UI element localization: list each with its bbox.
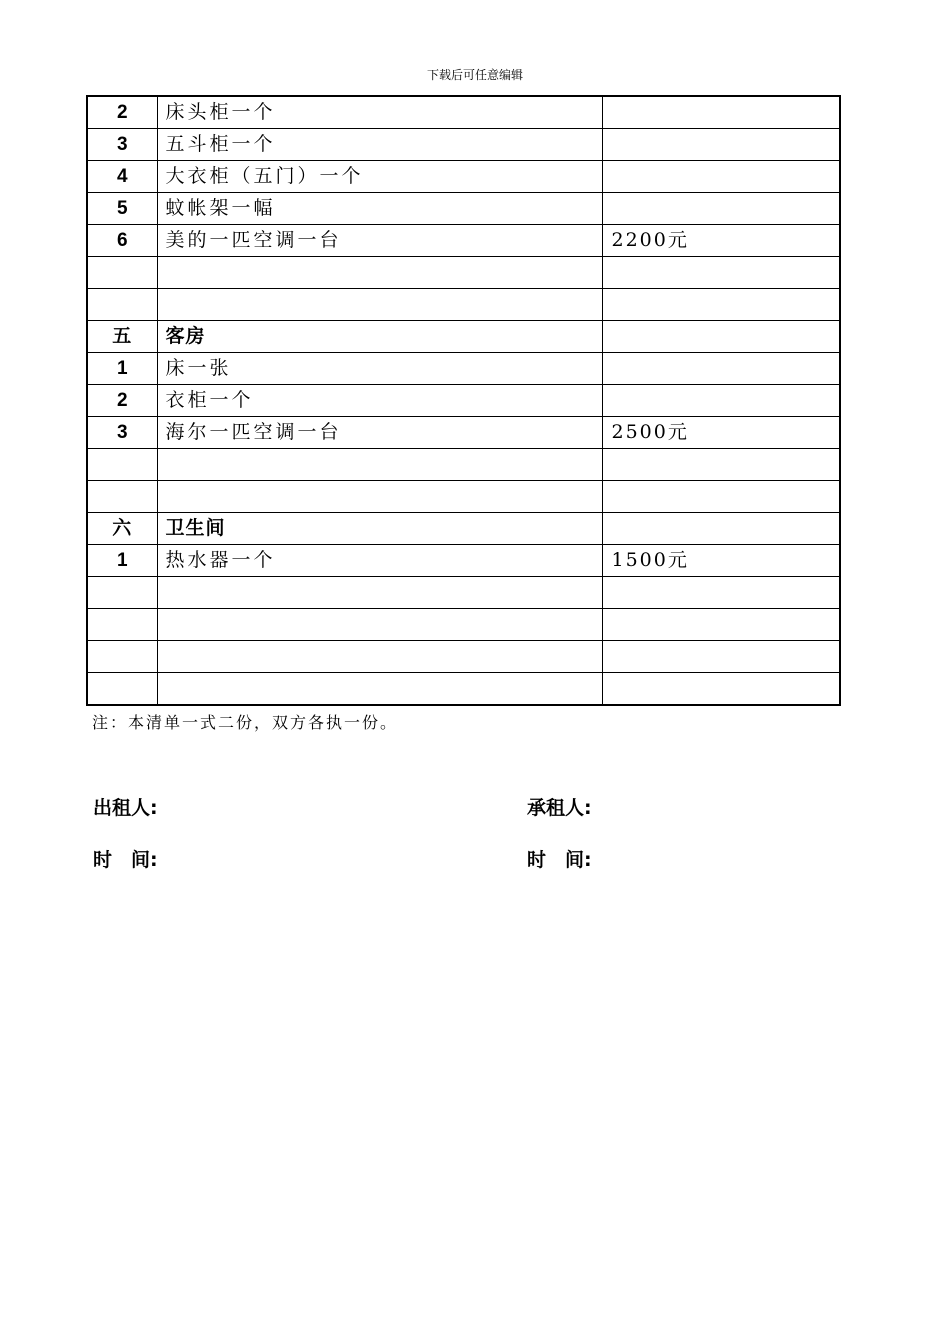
row-number-cell: 3 xyxy=(87,129,157,161)
item-price-cell xyxy=(602,289,840,321)
row-number-cell: 1 xyxy=(87,353,157,385)
table-row xyxy=(87,577,840,609)
table-row xyxy=(87,449,840,481)
item-price-cell xyxy=(602,609,840,641)
item-price-cell xyxy=(602,257,840,289)
row-number-cell: 6 xyxy=(87,225,157,257)
item-price-cell xyxy=(602,129,840,161)
item-price-cell xyxy=(602,161,840,193)
item-price-cell xyxy=(602,513,840,545)
table-row xyxy=(87,385,840,417)
row-number-cell: 4 xyxy=(87,161,157,193)
inventory-table xyxy=(86,95,841,706)
item-price-cell xyxy=(602,641,840,673)
table-row xyxy=(87,129,840,161)
item-price-cell xyxy=(602,385,840,417)
row-number-cell xyxy=(87,289,157,321)
row-number-cell xyxy=(87,257,157,289)
item-price-cell xyxy=(602,449,840,481)
table-row xyxy=(87,161,840,193)
item-name-cell: 床头柜一个 xyxy=(157,96,602,129)
row-number-cell xyxy=(87,449,157,481)
item-name-cell: 热水器一个 xyxy=(157,545,602,577)
table-row xyxy=(87,417,840,449)
item-name-cell: 大衣柜（五门）一个 xyxy=(157,161,602,193)
item-name-cell: 衣柜一个 xyxy=(157,385,602,417)
item-price-cell: 1500元 xyxy=(602,545,840,577)
item-name-cell xyxy=(157,673,602,706)
item-name-cell xyxy=(157,577,602,609)
item-name-cell xyxy=(157,289,602,321)
table-row xyxy=(87,225,840,257)
item-name-cell xyxy=(157,641,602,673)
row-number-cell xyxy=(87,641,157,673)
row-number-cell xyxy=(87,577,157,609)
item-name-cell: 客房 xyxy=(157,321,602,353)
item-price-cell: 2200元 xyxy=(602,225,840,257)
item-name-cell xyxy=(157,481,602,513)
lessee-signature-label: 承租人: xyxy=(527,797,592,819)
row-number-cell: 5 xyxy=(87,193,157,225)
table-row xyxy=(87,96,840,129)
lessor-signature-label: 出租人: xyxy=(93,797,158,819)
section-row xyxy=(87,513,840,545)
table-row xyxy=(87,289,840,321)
row-number-cell xyxy=(87,673,157,706)
row-number-cell: 六 xyxy=(87,513,157,545)
item-price-cell: 2500元 xyxy=(602,417,840,449)
table-row xyxy=(87,673,840,706)
item-price-cell xyxy=(602,577,840,609)
table-row xyxy=(87,353,840,385)
section-row xyxy=(87,321,840,353)
table-row xyxy=(87,481,840,513)
item-price-cell xyxy=(602,321,840,353)
table-row xyxy=(87,193,840,225)
item-name-cell: 蚊帐架一幅 xyxy=(157,193,602,225)
row-number-cell: 2 xyxy=(87,96,157,129)
item-name-cell: 五斗柜一个 xyxy=(157,129,602,161)
row-number-cell: 3 xyxy=(87,417,157,449)
table-row xyxy=(87,545,840,577)
inventory-table-body xyxy=(87,96,840,705)
item-name-cell xyxy=(157,449,602,481)
item-price-cell xyxy=(602,481,840,513)
lessor-time-label: 时 间: xyxy=(93,849,158,871)
row-number-cell: 五 xyxy=(87,321,157,353)
table-row xyxy=(87,257,840,289)
page-header: 下载后可任意编辑 xyxy=(426,68,523,82)
lessee-time-label: 时 间: xyxy=(527,849,592,871)
item-name-cell: 床一张 xyxy=(157,353,602,385)
note-text: 注：本清单一式二份，双方各执一份。 xyxy=(92,713,399,732)
row-number-cell xyxy=(87,609,157,641)
item-price-cell xyxy=(602,193,840,225)
row-number-cell: 1 xyxy=(87,545,157,577)
item-price-cell xyxy=(602,353,840,385)
item-name-cell xyxy=(157,257,602,289)
item-price-cell xyxy=(602,96,840,129)
item-price-cell xyxy=(602,673,840,706)
item-name-cell: 海尔一匹空调一台 xyxy=(157,417,602,449)
item-name-cell xyxy=(157,609,602,641)
row-number-cell: 2 xyxy=(87,385,157,417)
item-name-cell: 卫生间 xyxy=(157,513,602,545)
table-row xyxy=(87,641,840,673)
table-row xyxy=(87,609,840,641)
item-name-cell: 美的一匹空调一台 xyxy=(157,225,602,257)
row-number-cell xyxy=(87,481,157,513)
